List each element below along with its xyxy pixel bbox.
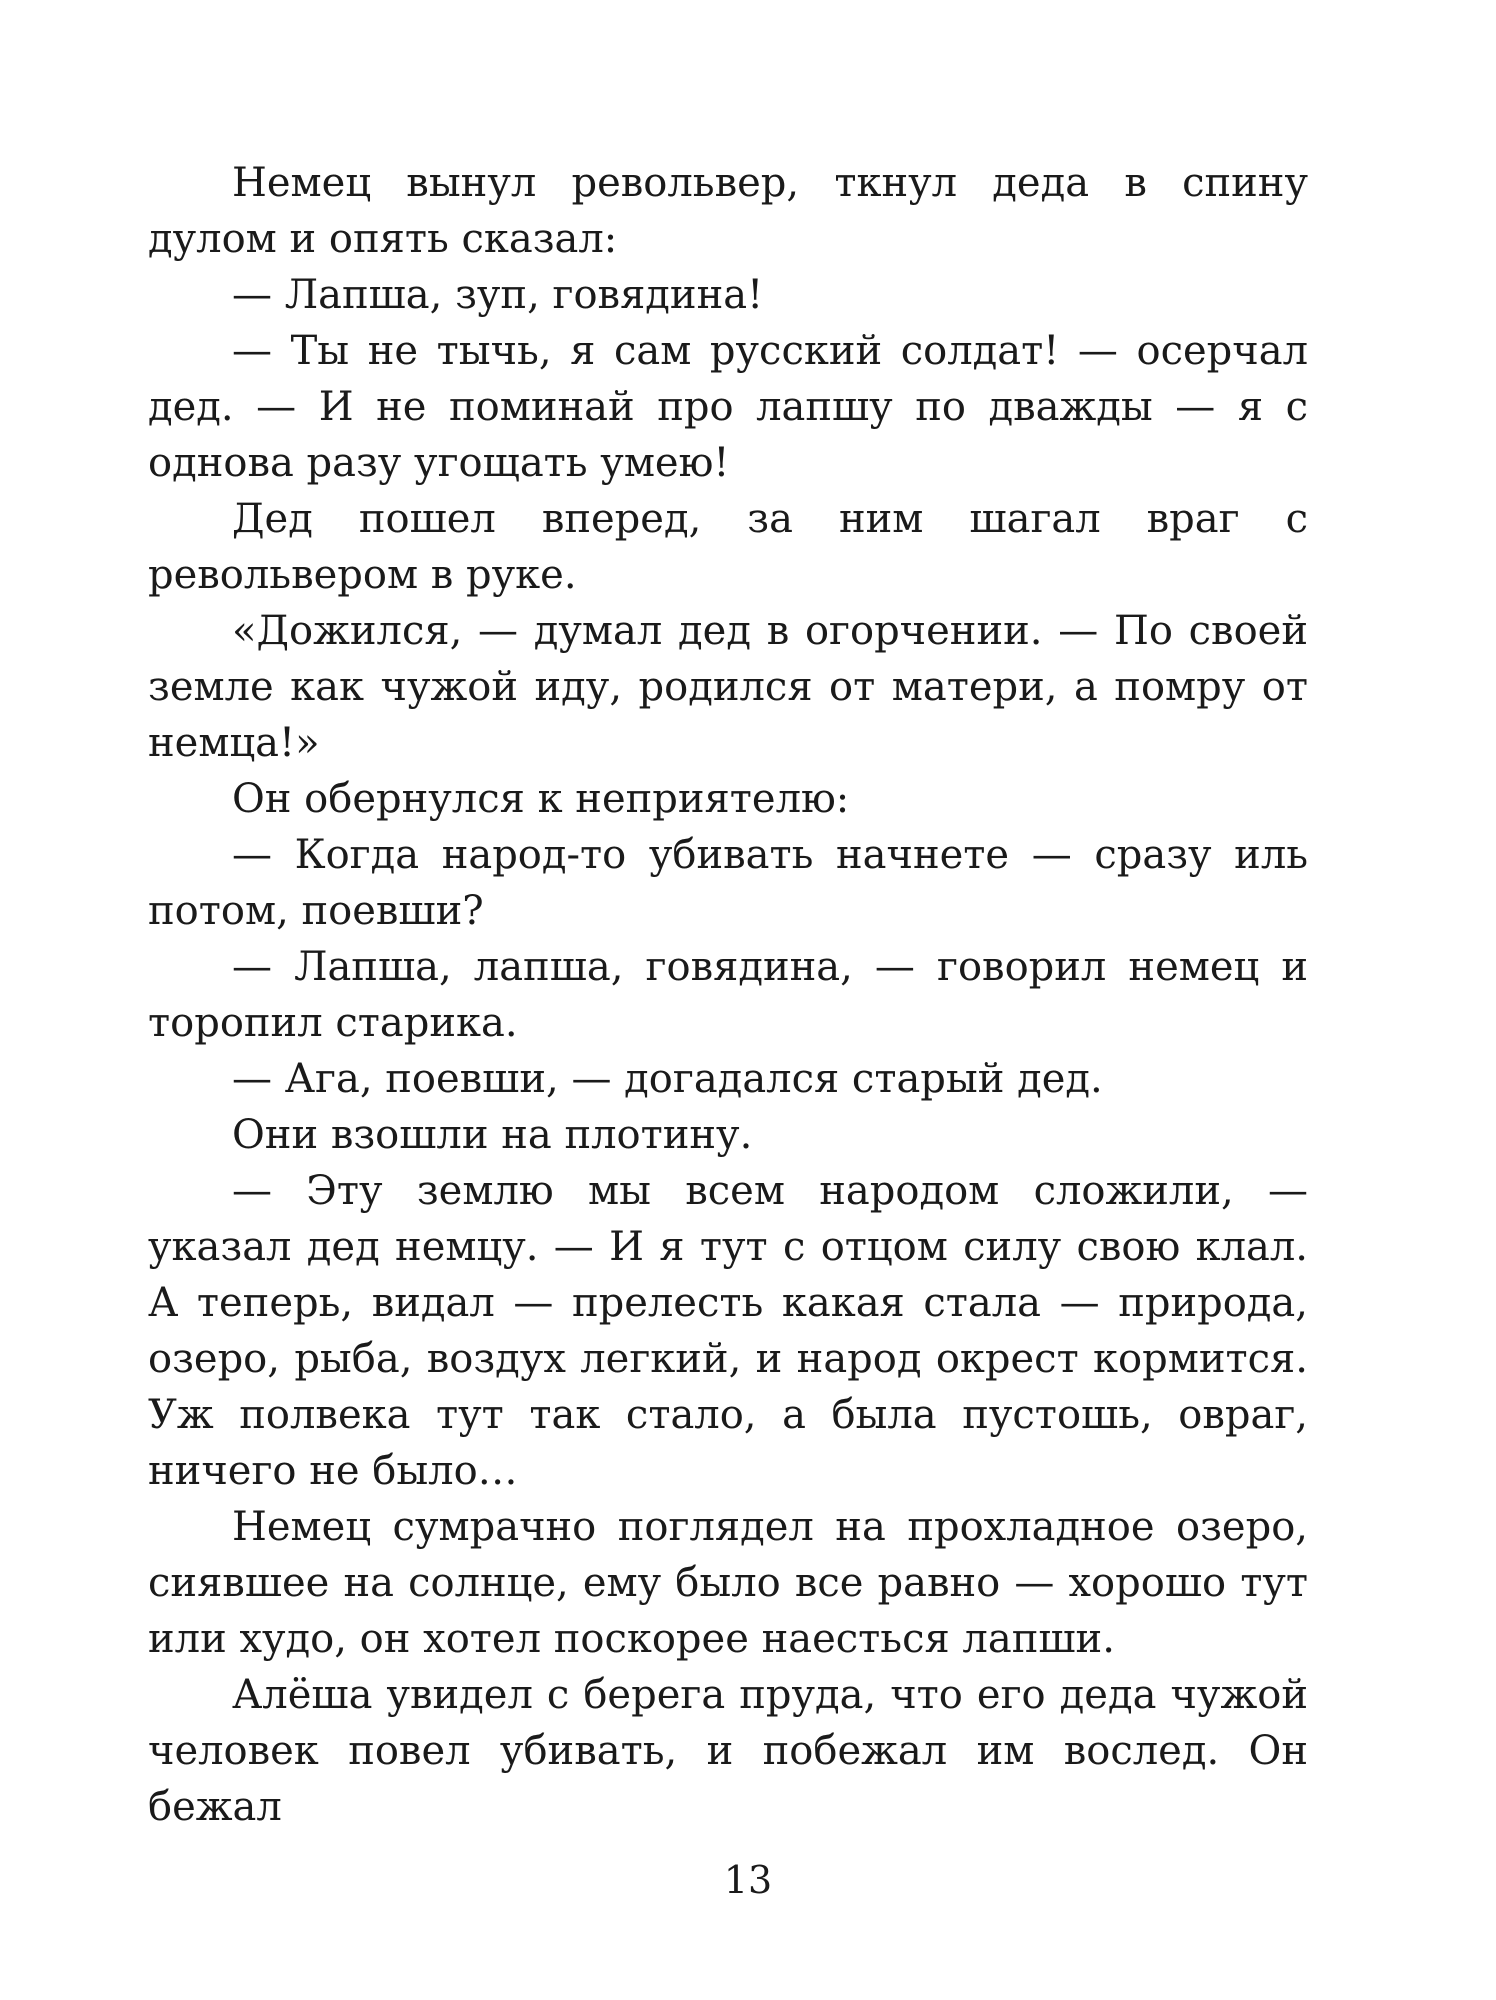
paragraph: — Лапша, зуп, говядина!: [232, 272, 764, 318]
paragraph: Алёша увидел с берега пруда, что его деда чужой человек повел убивать, и побежал им вослед. Он бежал: [148, 1672, 1308, 1830]
paragraph: — Эту землю мы всем народом сложили, — указал дед немцу. — И я тут с отцом силу свою клал. А теперь, видал — прелесть какая стала — природа, озеро, рыба, воздух легкий, и народ окрест кормится. Уж полвека тут так стало, а была пустошь, овраг, ничего не было…: [148, 1168, 1308, 1494]
paragraph: Немец вынул револьвер, ткнул деда в спину дулом и опять сказал:: [148, 160, 1308, 262]
body-text: [148, 155, 1308, 1835]
paragraph: — Ты не тычь, я сам русский солдат! — осерчал дед. — И не поминай про лапшу по дважды — я с однова разу угощать умею!: [148, 328, 1308, 486]
paragraph: — Когда народ-то убивать начнете — сразу иль потом, поевши?: [148, 832, 1308, 934]
page-number: 13: [723, 1858, 773, 1902]
paragraph: — Лапша, лапша, говядина, — говорил немец и торопил старика.: [148, 944, 1308, 1046]
paragraph: Дед пошел вперед, за ним шагал враг с револьвером в руке.: [148, 496, 1308, 598]
paragraph: — Ага, поевши, — догадался старый дед.: [232, 1056, 1103, 1102]
paragraph: «Дожился, — думал дед в огорчении. — По своей земле как чужой иду, родился от матери, а помру от немца!»: [148, 608, 1308, 766]
paragraph: Они взошли на плотину.: [232, 1112, 753, 1158]
paragraph: Немец сумрачно поглядел на прохладное озеро, сиявшее на солнце, ему было все равно — хорошо тут или худо, он хотел поскорее наесться лапши.: [148, 1504, 1308, 1662]
paragraph: Он обернулся к неприятелю:: [232, 776, 850, 822]
